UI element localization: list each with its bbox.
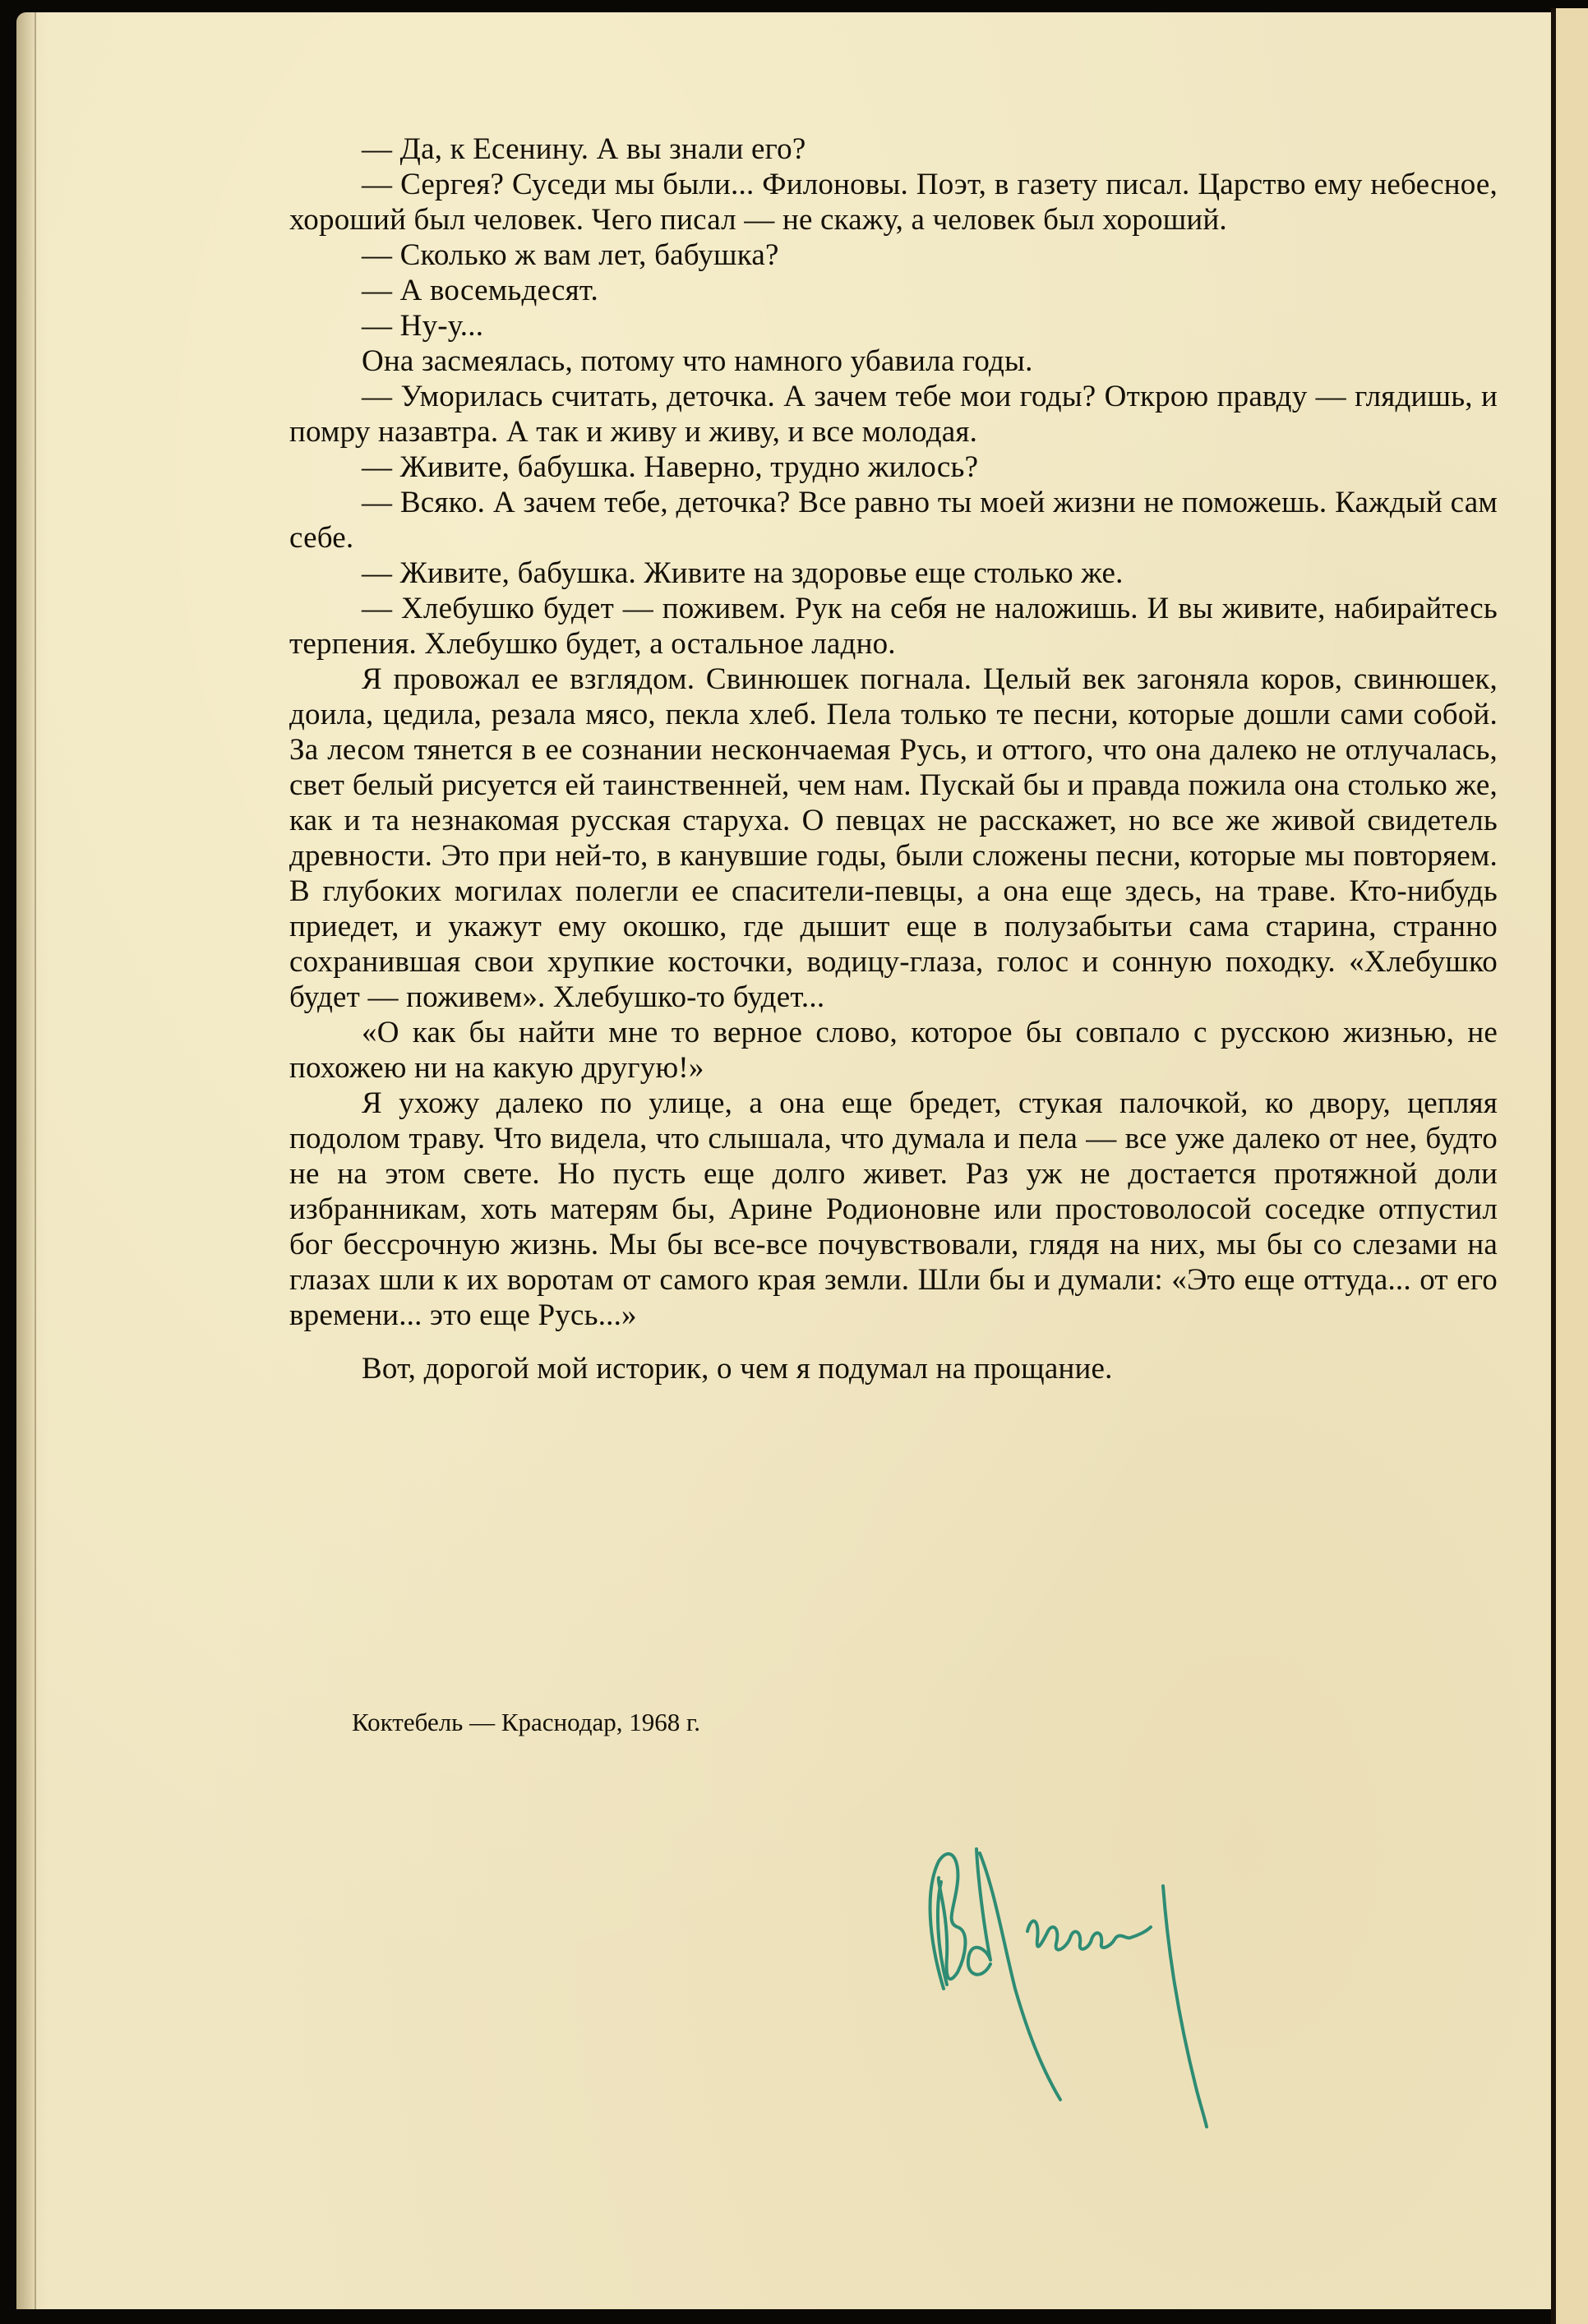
signature [879,1816,1225,2128]
paragraph: «О как бы найти мне то верное слово, которое бы совпало с русскою жизнью, не похожею ни на какую другую!» [289,1016,1498,1085]
paragraph: — Сергея? Суседи мы были... Филоновы. Поэт, в газету писал. Царство ему небесное, хороший был человек. Чего писал — не скажу, а человек был хороший. [289,168,1498,237]
paragraph: — Ну-у... [362,309,484,343]
signature-stroke-v [930,1854,966,1989]
body-text [289,131,1498,1386]
paragraph: — Живите, бабушка. Наверно, трудно жилось? [362,450,979,484]
signature-stroke-long [980,1853,1060,2100]
adjacent-page-edge [1556,8,1588,2324]
paragraph: — А восемьдесят. [362,274,598,307]
paragraph: — Живите, бабушка. Живите на здоровье еще столько же. [362,556,1124,590]
closing-paragraph: Вот, дорогой мой историк, о чем я подумал на прощание. [362,1352,1113,1386]
signature-stroke-word [1027,1921,1151,1950]
page-edge [16,12,36,2309]
paragraph: — Хлебушко будет — поживем. Рук на себя не наложишь. И вы живите, набирайтесь терпения. Хлебушко будет, а остальное ладно. [289,592,1498,661]
paragraph: Она засмеялась, потому что намного убавила годы. [362,344,1033,378]
paragraph: Я провожал ее взглядом. Свинюшек погнала. Целый век загоняла коров, свинюшек, доила, цедила, резала мясо, пекла хлеб. Пела только те песни, которые дошли сами собой. За лесом тянется в ее сознании нескончаемая Русь, и оттого, что она далеко не отлучалась, свет белый рисуется ей таинственней, чем нам. Пускай бы и правда пожила она столько же, как и та незнакомая русская старуха. О певцах не расскажет, но все же живой свидетель древности. Это при ней-то, в канувшие годы, были сложены песни, которые мы повторяем. В глубоких могилах полегли ее спасители-певцы, а она еще здесь, на траве. Кто-нибудь приедет, и укажут ему окошко, где дышит еще в полузабытьи сама старина, странно сохранившая свои хрупкие косточки, водицу-глаза, голос и сонную походку. «Хлебушко будет — поживем». Хлебушко-то будет... [289,662,1498,1014]
signature-stroke-tail [1163,1886,1207,2127]
place-and-date: Коктебель — Краснодар, 1968 г. [352,1708,700,1736]
paragraph: — Сколько ж вам лет, бабушка? [362,238,779,272]
signature-stroke-b [968,1849,990,1975]
paragraph: — Всяко. А зачем тебе, деточка? Все равно ты моей жизни не поможешь. Каждый сам себе. [289,486,1498,555]
paragraph: — Да, к Есенину. А вы знали его? [362,132,806,166]
paragraph: Я ухожу далеко по улице, а она еще бредет, стукая палочкой, ко двору, цепляя подолом траву. Что видела, что слышала, что думала и пела — все уже далеко от нее, будто не на этом свете. Но пусть еще долго живет. Раз уж не достается протяжной доли избранникам, хоть матерям бы, Арине Родионовне или простоволосой соседке отпустил бог бессрочную жизнь. Мы бы все-все почувствовали, глядя на них, мы бы со слезами на глазах шли к их воротам от самого края земли. Шли бы и думали: «Это еще оттуда... от его времени... это еще Русь...» [289,1086,1498,1332]
paragraph: — Уморилась считать, деточка. А зачем тебе мои годы? Открою правду — глядишь, и помру назавтра. А так и живу и живу, и все молодая. [289,380,1498,449]
